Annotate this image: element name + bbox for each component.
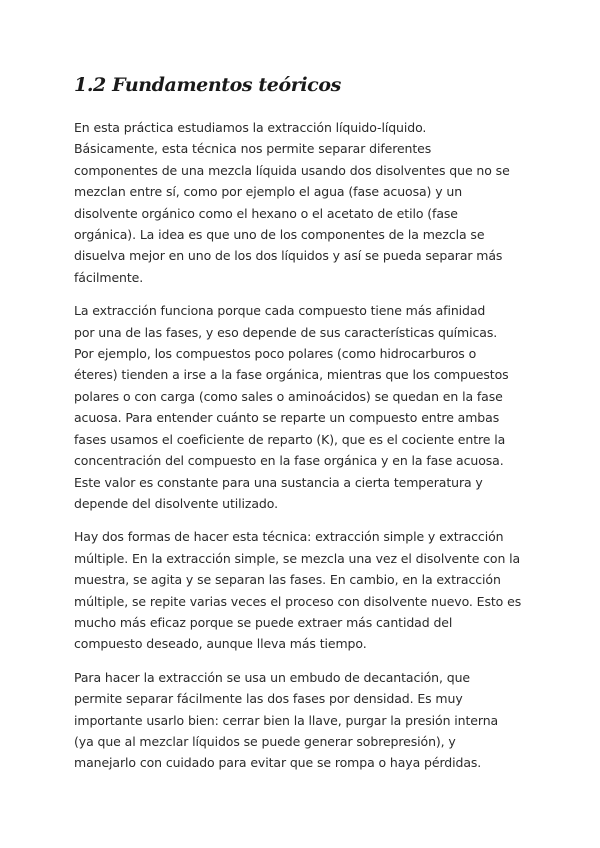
document-body	[74, 117, 534, 786]
paragraph-2	[74, 300, 534, 514]
paragraph-3	[74, 526, 534, 654]
text-line: componentes de una mezcla líquida usando dos disolventes que no se	[74, 162, 510, 178]
text-line: muestra, se agita y se separan las fases. En cambio, en la extracción	[74, 572, 501, 588]
text-line: Este valor es constante para una sustancia a cierta temperatura y	[74, 474, 483, 490]
text-line: por una de las fases, y eso depende de sus características químicas.	[74, 324, 498, 340]
text-line: Para hacer la extracción se usa un embudo de decantación, que	[74, 669, 470, 685]
text-line: La extracción funciona porque cada compuesto tiene más afinidad	[74, 303, 486, 319]
text-line: En esta práctica estudiamos la extracción líquido-líquido.	[74, 120, 427, 135]
text-line: Hay dos formas de hacer esta técnica: extracción simple y extracción	[74, 529, 504, 545]
text-line: importante usarlo bien: cerrar bien la llave, purgar la presión interna	[74, 712, 499, 728]
section-heading: 1.2 Fundamentos teóricos	[74, 74, 341, 96]
text-line: depende del disolvente utilizado.	[74, 495, 278, 511]
text-line: Básicamente, esta técnica nos permite separar diferentes	[74, 141, 432, 157]
text-line: orgánica). La idea es que uno de los componentes de la mezcla se	[74, 227, 485, 243]
text-line: mucho más eficaz porque se puede extraer más cantidad del	[74, 614, 453, 630]
text-line: fases usamos el coeficiente de reparto (K), que es el cociente entre la	[74, 431, 506, 447]
text-line: múltiple, se repite varias veces el proceso con disolvente nuevo. Esto es	[74, 593, 522, 609]
paragraph-1	[74, 117, 534, 288]
text-line: polares o con carga (como sales o aminoácidos) se quedan en la fase	[74, 388, 503, 404]
text-line: Por ejemplo, los compuestos poco polares (como hidrocarburos o	[74, 346, 477, 362]
text-line: disolvente orgánico como el hexano o el acetato de etilo (fase	[74, 205, 458, 221]
text-line: fácilmente.	[74, 269, 144, 285]
text-line: permite separar fácilmente las dos fases por densidad. Es muy	[74, 691, 463, 707]
text-line: manejarlo con cuidado para evitar que se rompa o haya pérdidas.	[74, 755, 482, 771]
text-line: acuosa. Para entender cuánto se reparte un compuesto entre ambas	[74, 410, 500, 426]
text-line: concentración del compuesto en la fase orgánica y en la fase acuosa.	[74, 453, 504, 469]
text-line: (ya que al mezclar líquidos se puede generar sobrepresión), y	[74, 733, 456, 749]
paragraph-4	[74, 667, 534, 774]
text-line: mezclan entre sí, como por ejemplo el agua (fase acuosa) y un	[74, 184, 463, 200]
text-line: compuesto deseado, aunque lleva más tiempo.	[74, 636, 367, 652]
text-line: éteres) tienden a irse a la fase orgánica, mientras que los compuestos	[74, 367, 509, 383]
text-line: múltiple. En la extracción simple, se mezcla una vez el disolvente con la	[74, 550, 521, 566]
text-line: disuelva mejor en uno de los dos líquidos y así se pueda separar más	[74, 248, 503, 264]
